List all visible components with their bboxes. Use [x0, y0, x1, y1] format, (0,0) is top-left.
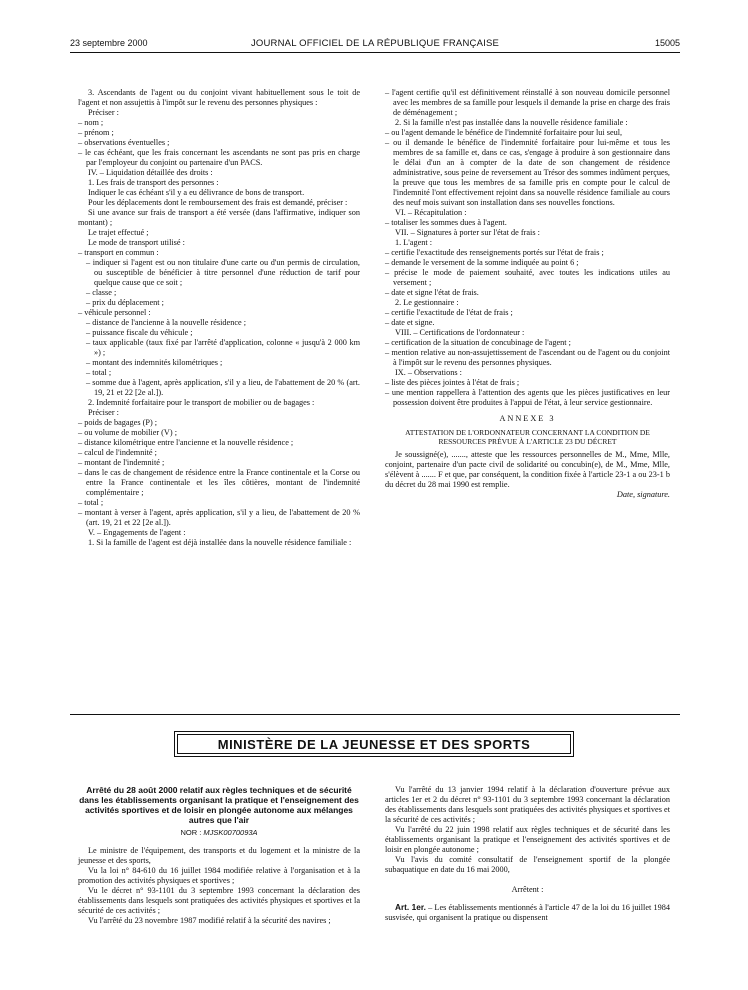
left_col-paragraph: – nom ; [78, 118, 104, 127]
attestation-body: Je soussigné(e), ......., atteste que les ressources personnelles de M., Mme, Mlle, conjoint, partenaire d'un pacte civil de solidarité ou concubin(e), de M., Mme, Mlle, s'élèvent à ....... F et que, par conséquent, la condition fixée à l'article 23-1 a ou 23-1 b du décret du 28 mai 1990 est remplie. [385, 450, 670, 489]
arrete-visa: Le ministre de l'équipement, des transports et du logement et la ministre de la jeunesse et des sports, [78, 846, 360, 865]
left_col-paragraph: 2. Indemnité forfaitaire pour le transport de mobilier ou de bagages : [88, 398, 315, 407]
page-header [70, 38, 680, 52]
right-column [385, 88, 670, 500]
right_col-paragraph: IX. – Observations : [395, 368, 462, 377]
ministry-title: MINISTÈRE DE LA JEUNESSE ET DES SPORTS [217, 737, 531, 752]
left_col-paragraph: – prénom ; [78, 128, 114, 137]
attestation-heading: ATTESTATION DE L'ORDONNATEUR CONCERNANT LA CONDITION DE RESSOURCES PRÉVUE À L'ARTICLE 23 DU DÉCRET [405, 428, 650, 446]
left_col-paragraph: – distance de l'ancienne à la nouvelle résidence ; [86, 318, 246, 327]
nor-label: NOR : [180, 828, 204, 837]
right_col-paragraph: VI. – Récapitulation : [395, 208, 467, 217]
right_col-paragraph: – certifie l'exactitude des renseignements portés sur l'état de frais ; [385, 248, 604, 257]
journal-title: JOURNAL OFFICIEL DE LA RÉPUBLIQUE FRANÇAISE [250, 38, 500, 49]
article-1 [385, 903, 670, 923]
right_col-paragraph: – mention relative au non-assujettissement de l'ascendant ou de l'agent ou du conjoint à l'impôt sur le revenu des personnes physiques. [385, 348, 670, 367]
arrete-visa: Vu l'arrêté du 23 novembre 1987 modifié relatif à la sécurité des navires ; [88, 916, 331, 925]
arrete-visa: Vu l'avis du comité consultatif de l'enseignement sportif de la plongée subaquatique en date du 16 mai 2000, [385, 855, 670, 874]
right_col-paragraph: – précise le mode de paiement souhaité, avec toutes les indications utiles au versement ; [385, 268, 670, 287]
right_col-paragraph: – certifie l'exactitude de l'état de frais ; [385, 308, 513, 317]
left_col-paragraph: Préciser : [88, 408, 119, 417]
annexe-title: ANNEXE 3 [499, 414, 556, 423]
left_col-paragraph: – transport en commun : [78, 248, 159, 257]
nor-code: MJSK0070093A [203, 828, 258, 837]
right_col-paragraph: 2. Le gestionnaire : [395, 298, 459, 307]
left_col-paragraph: – prix du déplacement ; [86, 298, 164, 307]
right_col-paragraph: – ou l'agent demande le bénéfice de l'indemnité forfaitaire pour lui seul, [385, 128, 623, 137]
left_col-paragraph: – observations éventuelles ; [78, 138, 170, 147]
left_col-paragraph: – total ; [78, 498, 104, 507]
right_col-paragraph: – une mention rappellera à l'attention des agents que les pièces justificatives en leur possession doivent être produites à l'appui de l'état, à leur service gestionnaire. [385, 388, 670, 407]
left_col-paragraph: – poids de bagages (P) ; [78, 418, 158, 427]
arrete-left-list [78, 846, 360, 926]
left_col-paragraph: – montant des indemnités kilométriques ; [86, 358, 223, 367]
arrete-right-list [385, 785, 670, 875]
right_col-paragraph: VIII. – Certifications de l'ordonnateur : [395, 328, 525, 337]
right_col-paragraph: – demande le versement de la somme indiquée au point 6 ; [385, 258, 579, 267]
left_col-paragraph: – taux applicable (taux fixé par l'arrêté d'application, colonne « jusqu'à 2 000 km ») ; [86, 338, 360, 357]
right_col-paragraph: – ou il demande le bénéfice de l'indemnité forfaitaire pour lui-même et tous les membres de sa famille et, dans ce cas, s'engage à produire à son gestionnaire dans le délai d'un an à compter de la date de son changement de résidence administrative, sous peine de reversement au Trésor des sommes indûment perçues, la preuve que tous les membres de sa famille pris en compte pour le calcul de l'indemnité l'ont effectivement rejoint dans sa nouvelle résidence familiale au cours des neuf mois suivant son installation dans ses nouvelles fonctions. [385, 138, 670, 207]
section-rule [70, 714, 680, 715]
left_col-paragraph: IV. – Liquidation détaillée des droits : [88, 168, 213, 177]
right_col-paragraph: 2. Si la famille n'est pas installée dans la nouvelle résidence familiale : [395, 118, 628, 127]
page-number: 15005 [654, 38, 680, 48]
arrete-visa: Vu le décret n° 93-1101 du 3 septembre 1993 concernant la déclaration des établissements dans lesquels sont pratiquées des activités physiques et sportives et la sécurité de ces activités ; [78, 886, 360, 915]
arretent: Arrêtent : [511, 885, 544, 894]
left-column [78, 88, 360, 548]
right_col-paragraph: VII. – Signatures à porter sur l'état de frais : [395, 228, 540, 237]
right-column-list [385, 88, 670, 408]
left_col-paragraph: Indiquer le cas échéant s'il y a eu délivrance de bons de transport. [88, 188, 305, 197]
right_col-paragraph: – l'agent certifie qu'il est définitivement réinstallé à son nouveau domicile personnel avec les membres de sa famille pour lesquels il demande la prise en charge des frais de déménagement ; [385, 88, 670, 117]
left_col-paragraph: – calcul de l'indemnité ; [78, 448, 157, 457]
left_col-paragraph: 3. Ascendants de l'agent ou du conjoint vivant habituellement sous le toit de l'agent et non assujettis à l'impôt sur le revenu des personnes physiques : [78, 88, 360, 107]
left_col-paragraph: – total ; [86, 368, 112, 377]
left_col-paragraph: – distance kilométrique entre l'ancienne et la nouvelle résidence ; [78, 438, 294, 447]
signature-line: Date, signature. [616, 490, 670, 499]
article-1-text: – Les établissements mentionnés à l'article 47 de la loi du 16 juillet 1984 susvisée, qui organisent la pratique ou dispensent [385, 903, 670, 922]
right_col-paragraph: 1. L'agent : [395, 238, 432, 247]
header-date: 23 septembre 2000 [70, 38, 148, 48]
right_col-paragraph: – date et signe l'état de frais. [385, 288, 479, 297]
left_col-paragraph: Pour les déplacements dont le remboursement des frais est demandé, préciser : [88, 198, 348, 207]
nor-reference [78, 828, 360, 838]
left_col-paragraph: 1. Si la famille de l'agent est déjà installée dans la nouvelle résidence familiale : [88, 538, 352, 547]
left_col-paragraph: – montant à verser à l'agent, après application, s'il y a lieu, de l'abattement de 20 % (art. 19, 21 et 22 [2e al.]). [78, 508, 360, 527]
left_col-paragraph: – ou volume de mobilier (V) ; [78, 428, 177, 437]
left_col-paragraph: – véhicule personnel : [78, 308, 151, 317]
arrete-right-column [385, 785, 670, 923]
left_col-paragraph: Le trajet effectué ; [88, 228, 149, 237]
left_col-paragraph: – dans le cas de changement de résidence entre la France continentale et la Corse ou entre la France continentale et les îles côtières, montant de l'indemnité complémentaire ; [78, 468, 360, 497]
arrete-title: Arrêté du 28 août 2000 relatif aux règles techniques et de sécurité dans les établissements organisant la pratique et l'enseignement des activités sportives et de loisir en plongée autonome aux mélanges autres que l'air [79, 785, 359, 825]
header-rule [70, 52, 680, 53]
right_col-paragraph: – date et signe. [385, 318, 435, 327]
arrete-visa: Vu la loi n° 84-610 du 16 juillet 1984 modifiée relative à l'organisation et à la promotion des activités physiques et sportives ; [78, 866, 360, 885]
left_col-paragraph: 1. Les frais de transport des personnes : [88, 178, 219, 187]
left_col-paragraph: – montant de l'indemnité ; [78, 458, 165, 467]
left_col-paragraph: – classe ; [86, 288, 117, 297]
ministry-banner [174, 731, 574, 757]
right_col-paragraph: – liste des pièces jointes à l'état de frais ; [385, 378, 520, 387]
left_col-paragraph: – indiquer si l'agent est ou non titulaire d'une carte ou d'un permis de circulation, ou susceptible de bénéficier à titre personnel d'une réduction de tarif pour quelque cause que ce soit ; [86, 258, 360, 287]
article-1-label: Art. 1er. [395, 903, 426, 912]
left_col-paragraph: Préciser : [88, 108, 119, 117]
left_col-paragraph: V. – Engagements de l'agent : [88, 528, 186, 537]
left_col-paragraph: – puissance fiscale du véhicule ; [86, 328, 193, 337]
arrete-left-column [78, 785, 360, 926]
left_col-paragraph: Si une avance sur frais de transport a été versée (dans l'affirmative, indiquer son montant) ; [78, 208, 360, 227]
arrete-visa: Vu l'arrêté du 13 janvier 1994 relatif à la déclaration d'ouverture prévue aux articles 1er et 2 du décret n° 93-1101 du 3 septembre 1993 concernant la déclaration des établissements dans lesquels sont pratiquées des activités physiques et sportives et la sécurité de ces activités ; [385, 785, 670, 824]
left_col-paragraph: Le mode de transport utilisé : [88, 238, 185, 247]
left_col-paragraph: – le cas échéant, que les frais concernant les ascendants ne sont pas pris en charge par l'employeur du conjoint ou partenaire d'un PACS. [78, 148, 360, 167]
right_col-paragraph: – totaliser les sommes dues à l'agent. [385, 218, 507, 227]
right_col-paragraph: – certification de la situation de concubinage de l'agent ; [385, 338, 571, 347]
arrete-visa: Vu l'arrêté du 22 juin 1998 relatif aux règles techniques et de sécurité dans les établissements organisant la pratique et l'enseignement des activités sportives et de loisir en plongée autonome ; [385, 825, 670, 854]
left_col-paragraph: – somme due à l'agent, après application, s'il y a lieu, de l'abattement de 20 % (art. 19, 21 et 22 [2e al.]). [86, 378, 360, 397]
